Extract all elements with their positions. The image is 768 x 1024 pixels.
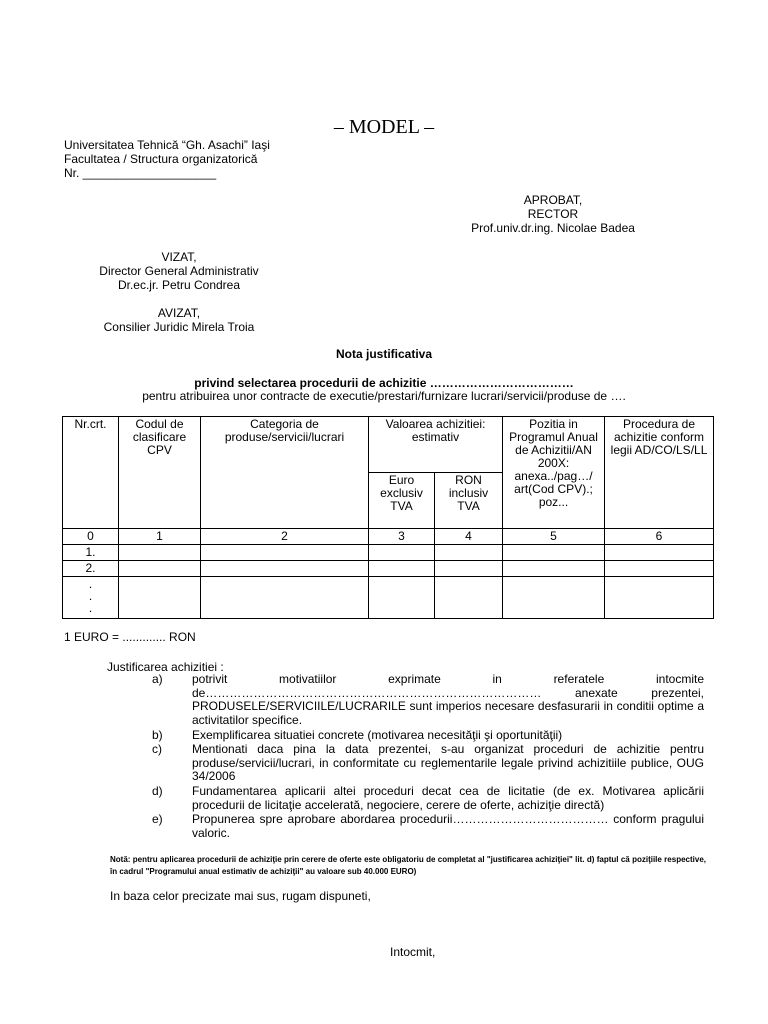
faculty-name: Facultatea / Structura organizatorică bbox=[64, 152, 258, 166]
approval-name: Prof.univ.dr.ing. Nicolae Badea bbox=[471, 221, 635, 235]
col-header-ron: RON inclusiv TVA bbox=[435, 473, 503, 529]
registration-number: Nr. ____________________ bbox=[64, 166, 217, 180]
col-header-procedure: Procedura de achizitie conform legii AD/CO/LS/LL bbox=[605, 417, 714, 529]
col-number: 5 bbox=[503, 529, 605, 545]
approval-role: RECTOR bbox=[527, 207, 579, 221]
page-title: – MODEL – bbox=[333, 116, 435, 138]
item-label: a) bbox=[152, 672, 163, 686]
row-ellipsis: . . . bbox=[63, 577, 119, 619]
vizat-label: VIZAT, bbox=[161, 250, 197, 264]
col-header-nr: Nr.crt. bbox=[63, 417, 119, 529]
item-text: potrivit motivatiilor exprimate in referatele intocmite de………………………………………………………………………… anexate prezentei, PRODUSELE/SERVICIILE/LUCRARILE sunt imperios necesare desfasurarii in conditii optime a activitatilor specifice. bbox=[192, 672, 704, 727]
col-header-category: Categoria de produse/servicii/lucrari bbox=[201, 417, 369, 529]
item-label: c) bbox=[152, 742, 162, 756]
col-number: 3 bbox=[369, 529, 435, 545]
document-title: Nota justificativa bbox=[335, 347, 433, 361]
col-number: 0 bbox=[63, 529, 119, 545]
table-row bbox=[63, 577, 714, 619]
approval-block bbox=[468, 193, 638, 235]
item-label: b) bbox=[152, 728, 163, 742]
item-text: Exemplificarea situatiei concrete (motivarea necesităţii şi oportunităţii) bbox=[192, 728, 563, 742]
col-number: 4 bbox=[435, 529, 503, 545]
table-row bbox=[63, 561, 714, 577]
avizat-block bbox=[64, 306, 294, 334]
euro-exchange-line: 1 EURO = ............. RON bbox=[64, 630, 196, 644]
avizat-role: Consilier Juridic Mirela Troia bbox=[103, 320, 255, 334]
document-subtitle-2: pentru atribuirea unor contracte de executie/prestari/furnizare lucrari/servicii/produse de …. bbox=[142, 389, 626, 403]
footnote: Notă: pentru aplicarea procedurii de achiziţie prin cerere de oferte este obligatoriu de completat al "justificarea achiziţiei" lit. d) faptul că poziţiile respective, în cadrul "Programului anual estimativ de achiziţii" au valoare sub 40.000 EURO) bbox=[110, 855, 706, 876]
col-header-value: Valoarea achizitiei: estimativ bbox=[369, 417, 503, 473]
university-name: Universitatea Tehnică “Gh. Asachi” Iaşi bbox=[64, 138, 270, 152]
vizat-name: Dr.ec.jr. Petru Condrea bbox=[117, 278, 241, 292]
col-number: 6 bbox=[605, 529, 714, 545]
approval-label: APROBAT, bbox=[523, 193, 583, 207]
item-text: Propunerea spre aprobare abordarea procedurii………………………………… conform pragului valoric. bbox=[192, 812, 704, 840]
col-header-cpv-code: Codul de clasificare CPV bbox=[119, 417, 201, 529]
justification-title: Justificarea achizitiei : bbox=[107, 660, 224, 674]
document-subtitle: privind selectarea procedurii de achizitie ……………………………… bbox=[194, 376, 574, 390]
acquisition-table bbox=[62, 416, 714, 619]
row-number: 2. bbox=[63, 561, 119, 577]
vizat-block bbox=[64, 250, 294, 292]
col-header-euro: Euro exclusiv TVA bbox=[369, 473, 435, 529]
table-row bbox=[63, 545, 714, 561]
row-number: 1. bbox=[63, 545, 119, 561]
signature-label: Intocmit, bbox=[390, 945, 436, 959]
item-label: e) bbox=[152, 812, 163, 826]
item-label: d) bbox=[152, 784, 163, 798]
closing-text: In baza celor precizate mai sus, rugam dispuneti, bbox=[110, 889, 371, 903]
col-number: 1 bbox=[119, 529, 201, 545]
vizat-role: Director General Administrativ bbox=[99, 264, 259, 278]
col-number: 2 bbox=[201, 529, 369, 545]
avizat-label: AVIZAT, bbox=[157, 306, 201, 320]
item-text: Fundamentarea aplicarii altei proceduri decat cea de licitatie (de ex. Motivarea aplicării procedurii de licitaţie accelerată, negociere, cerere de oferte, achiziţie directă) bbox=[192, 784, 704, 812]
col-header-position: Pozitia in Programul Anual de Achizitii/AN 200X: anexa../pag…/ art(Cod CPV).; poz... bbox=[503, 417, 605, 529]
item-text: Mentionati daca pina la data prezentei, s-au organizat proceduri de achizitie pentru produse/servicii/lucrari, in conformitate cu reglementarile legale privind achizitiile publice, OUG 34/2006 bbox=[192, 742, 704, 783]
